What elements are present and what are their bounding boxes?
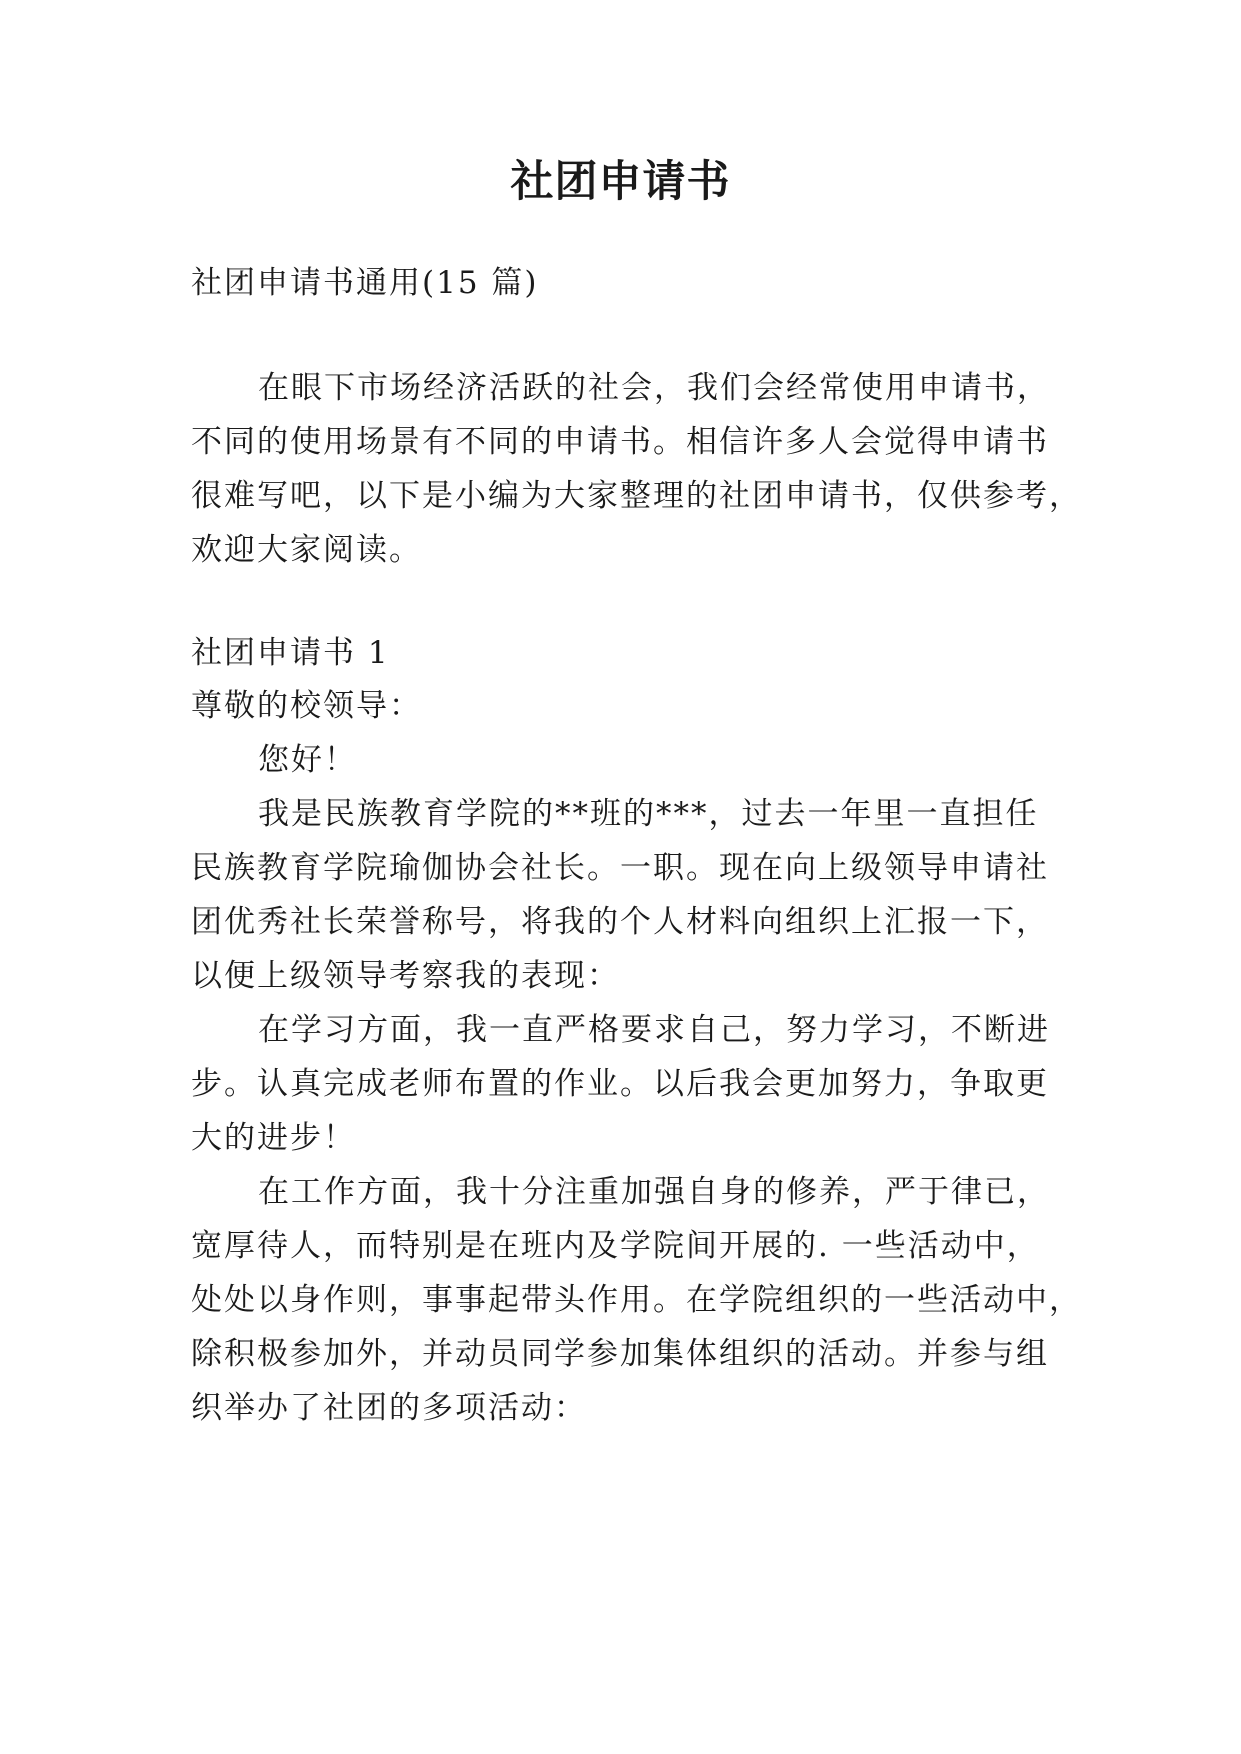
salutation: 尊敬的校领导： (191, 688, 422, 724)
paragraph-line: 在工作方面，我十分注重加强自身的修养，严于律已， (258, 1174, 1050, 1210)
intro-line: 在眼下市场经济活跃的社会，我们会经常使用申请书， (258, 370, 1050, 406)
paragraph-line: 宽厚待人，而特别是在班内及学院间开展的. 一些活动中， (191, 1228, 1040, 1264)
paragraph-line: 民族教育学院瑜伽协会社长。一职。现在向上级领导申请社 (191, 850, 1049, 886)
paragraph-line: 织举办了社团的多项活动： (191, 1390, 587, 1426)
paragraph-line: 以便上级领导考察我的表现： (191, 958, 620, 994)
greeting: 您好！ (258, 742, 357, 778)
paragraph-line: 除积极参加外，并动员同学参加集体组织的活动。并参与组 (191, 1336, 1049, 1372)
intro-line: 不同的使用场景有不同的申请书。相信许多人会觉得申请书 (191, 424, 1049, 460)
section-heading: 社团申请书 1 (191, 635, 390, 671)
paragraph-line: 我是民族教育学院的**班的***，过去一年里一直担任 (258, 796, 1039, 832)
intro-line: 欢迎大家阅读。 (191, 532, 422, 568)
paragraph-line: 处处以身作则，事事起带头作用。在学院组织的一些活动中， (191, 1282, 1082, 1318)
paragraph-line: 在学习方面，我一直严格要求自己，努力学习，不断进 (258, 1012, 1050, 1048)
document-title: 社团申请书 (510, 157, 731, 207)
intro-line: 很难写吧，以下是小编为大家整理的社团申请书，仅供参考， (191, 478, 1082, 514)
paragraph-line: 大的进步！ (191, 1120, 356, 1156)
paragraph-line: 步。认真完成老师布置的作业。以后我会更加努力，争取更 (191, 1066, 1049, 1102)
paragraph-line: 团优秀社长荣誉称号，将我的个人材料向组织上汇报一下， (191, 904, 1049, 940)
document-subtitle: 社团申请书通用(15 篇) (191, 265, 539, 301)
